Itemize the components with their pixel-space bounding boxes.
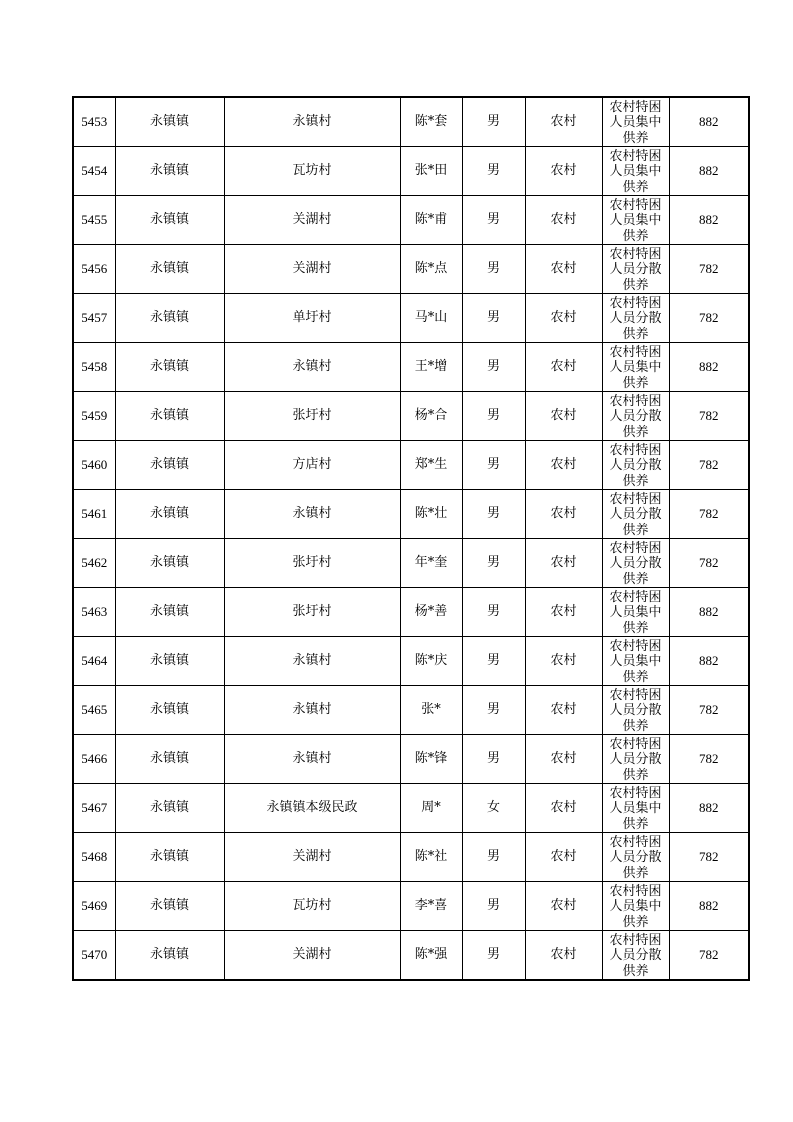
type-cell: [602, 931, 669, 981]
area-cell: 农村: [525, 245, 602, 294]
support-type-line: 供养: [622, 277, 649, 293]
town-cell: 永镇镇: [115, 931, 224, 981]
table-row: [73, 588, 749, 637]
type-cell: [602, 490, 669, 539]
support-type-line: 供养: [622, 718, 649, 734]
village-cell: 方店村: [224, 441, 400, 490]
gender-cell: 男: [462, 931, 525, 981]
support-type-line: 供养: [622, 179, 649, 195]
support-type-line: 供养: [622, 424, 649, 440]
area-cell: 农村: [525, 686, 602, 735]
amount-cell: 882: [669, 882, 749, 931]
amount-cell: 782: [669, 294, 749, 343]
support-type-text: [603, 785, 669, 832]
id-cell: 5454: [73, 147, 115, 196]
town-cell: 永镇镇: [115, 392, 224, 441]
amount-cell: 782: [669, 735, 749, 784]
amount-cell: 782: [669, 931, 749, 981]
support-type-line: 人员分散: [609, 850, 662, 865]
village-cell: 永镇村: [224, 686, 400, 735]
support-type-line: 供养: [622, 620, 649, 636]
name-cell: 王*增: [400, 343, 462, 392]
village-cell: 关湖村: [224, 245, 400, 294]
village-cell: 永镇村: [224, 490, 400, 539]
village-cell: 瓦坊村: [224, 882, 400, 931]
support-type-line: 人员分散: [609, 458, 662, 473]
area-cell: 农村: [525, 441, 602, 490]
amount-cell: 882: [669, 343, 749, 392]
type-cell: [602, 196, 669, 245]
area-cell: 农村: [525, 196, 602, 245]
gender-cell: 男: [462, 588, 525, 637]
support-type-line: 供养: [622, 375, 649, 391]
area-cell: 农村: [525, 588, 602, 637]
support-type-line: 人员集中: [609, 899, 662, 914]
name-cell: 张*田: [400, 147, 462, 196]
support-type-line: 人员分散: [609, 948, 662, 963]
type-cell: [602, 882, 669, 931]
id-cell: 5467: [73, 784, 115, 833]
support-type-line: 农村特困: [609, 246, 662, 262]
town-cell: 永镇镇: [115, 294, 224, 343]
village-cell: 张圩村: [224, 588, 400, 637]
support-type-line: 供养: [622, 130, 649, 146]
gender-cell: 男: [462, 735, 525, 784]
id-cell: 5470: [73, 931, 115, 981]
support-type-line: 人员集中: [609, 654, 662, 669]
table-row: [73, 833, 749, 882]
table-row: [73, 784, 749, 833]
id-cell: 5455: [73, 196, 115, 245]
table-row: [73, 196, 749, 245]
village-cell: 单圩村: [224, 294, 400, 343]
name-cell: 陈*庆: [400, 637, 462, 686]
town-cell: 永镇镇: [115, 490, 224, 539]
village-cell: 永镇镇本级民政: [224, 784, 400, 833]
table-row: [73, 392, 749, 441]
town-cell: 永镇镇: [115, 97, 224, 147]
gender-cell: 女: [462, 784, 525, 833]
support-type-line: 农村特困: [609, 295, 662, 311]
id-cell: 5463: [73, 588, 115, 637]
id-cell: 5461: [73, 490, 115, 539]
type-cell: [602, 833, 669, 882]
table-row: [73, 539, 749, 588]
name-cell: 杨*合: [400, 392, 462, 441]
support-type-text: [603, 393, 669, 440]
town-cell: 永镇镇: [115, 637, 224, 686]
support-type-line: 人员集中: [609, 605, 662, 620]
support-type-line: 人员集中: [609, 801, 662, 816]
town-cell: 永镇镇: [115, 686, 224, 735]
gender-cell: 男: [462, 196, 525, 245]
name-cell: 周*: [400, 784, 462, 833]
type-cell: [602, 686, 669, 735]
id-cell: 5460: [73, 441, 115, 490]
support-type-line: 农村特困: [609, 344, 662, 360]
table-row: [73, 686, 749, 735]
support-type-line: 农村特困: [609, 491, 662, 507]
amount-cell: 782: [669, 833, 749, 882]
type-cell: [602, 343, 669, 392]
name-cell: 陈*套: [400, 97, 462, 147]
area-cell: 农村: [525, 882, 602, 931]
name-cell: 李*喜: [400, 882, 462, 931]
table-row: [73, 97, 749, 147]
id-cell: 5465: [73, 686, 115, 735]
amount-cell: 782: [669, 539, 749, 588]
roster-table: [72, 96, 750, 981]
type-cell: [602, 97, 669, 147]
village-cell: 瓦坊村: [224, 147, 400, 196]
name-cell: 陈*甫: [400, 196, 462, 245]
village-cell: 关湖村: [224, 833, 400, 882]
support-type-line: 供养: [622, 571, 649, 587]
name-cell: 张*: [400, 686, 462, 735]
amount-cell: 782: [669, 245, 749, 294]
gender-cell: 男: [462, 686, 525, 735]
gender-cell: 男: [462, 882, 525, 931]
type-cell: [602, 588, 669, 637]
area-cell: 农村: [525, 931, 602, 981]
support-type-line: 供养: [622, 865, 649, 881]
area-cell: 农村: [525, 97, 602, 147]
type-cell: [602, 735, 669, 784]
id-cell: 5468: [73, 833, 115, 882]
support-type-line: 农村特困: [609, 834, 662, 850]
town-cell: 永镇镇: [115, 441, 224, 490]
support-type-text: [603, 295, 669, 342]
support-type-line: 农村特困: [609, 442, 662, 458]
gender-cell: 男: [462, 539, 525, 588]
table-row: [73, 294, 749, 343]
support-type-text: [603, 246, 669, 293]
name-cell: 陈*壮: [400, 490, 462, 539]
support-type-line: 农村特困: [609, 197, 662, 213]
table-row: [73, 147, 749, 196]
town-cell: 永镇镇: [115, 245, 224, 294]
village-cell: 张圩村: [224, 392, 400, 441]
amount-cell: 882: [669, 97, 749, 147]
table-row: [73, 343, 749, 392]
support-type-text: [603, 442, 669, 489]
gender-cell: 男: [462, 294, 525, 343]
support-type-text: [603, 99, 669, 146]
area-cell: 农村: [525, 539, 602, 588]
town-cell: 永镇镇: [115, 882, 224, 931]
support-type-line: 供养: [622, 326, 649, 342]
support-type-line: 农村特困: [609, 638, 662, 654]
support-type-text: [603, 932, 669, 979]
support-type-line: 农村特困: [609, 148, 662, 164]
area-cell: 农村: [525, 784, 602, 833]
amount-cell: 782: [669, 490, 749, 539]
town-cell: 永镇镇: [115, 735, 224, 784]
table-row: [73, 882, 749, 931]
support-type-text: [603, 687, 669, 734]
type-cell: [602, 294, 669, 343]
town-cell: 永镇镇: [115, 539, 224, 588]
amount-cell: 882: [669, 196, 749, 245]
gender-cell: 男: [462, 245, 525, 294]
id-cell: 5466: [73, 735, 115, 784]
support-type-line: 农村特困: [609, 932, 662, 948]
village-cell: 张圩村: [224, 539, 400, 588]
support-type-line: 供养: [622, 963, 649, 979]
support-type-line: 农村特困: [609, 687, 662, 703]
gender-cell: 男: [462, 490, 525, 539]
gender-cell: 男: [462, 637, 525, 686]
id-cell: 5462: [73, 539, 115, 588]
support-type-text: [603, 736, 669, 783]
amount-cell: 882: [669, 784, 749, 833]
amount-cell: 782: [669, 392, 749, 441]
gender-cell: 男: [462, 441, 525, 490]
village-cell: 关湖村: [224, 196, 400, 245]
support-type-line: 人员分散: [609, 703, 662, 718]
support-type-line: 供养: [622, 522, 649, 538]
village-cell: 永镇村: [224, 735, 400, 784]
support-type-text: [603, 197, 669, 244]
village-cell: 关湖村: [224, 931, 400, 981]
town-cell: 永镇镇: [115, 147, 224, 196]
area-cell: 农村: [525, 147, 602, 196]
area-cell: 农村: [525, 833, 602, 882]
id-cell: 5457: [73, 294, 115, 343]
support-type-line: 农村特困: [609, 99, 662, 115]
name-cell: 陈*强: [400, 931, 462, 981]
table-row: [73, 931, 749, 981]
support-type-line: 供养: [622, 914, 649, 930]
name-cell: 陈*社: [400, 833, 462, 882]
support-type-line: 农村特困: [609, 785, 662, 801]
id-cell: 5453: [73, 97, 115, 147]
amount-cell: 782: [669, 686, 749, 735]
support-type-line: 人员分散: [609, 507, 662, 522]
name-cell: 杨*善: [400, 588, 462, 637]
support-type-line: 供养: [622, 767, 649, 783]
support-type-line: 农村特困: [609, 393, 662, 409]
village-cell: 永镇村: [224, 343, 400, 392]
id-cell: 5458: [73, 343, 115, 392]
type-cell: [602, 784, 669, 833]
support-type-line: 供养: [622, 669, 649, 685]
amount-cell: 782: [669, 441, 749, 490]
type-cell: [602, 147, 669, 196]
table-row: [73, 637, 749, 686]
name-cell: 陈*点: [400, 245, 462, 294]
type-cell: [602, 441, 669, 490]
support-type-line: 农村特困: [609, 736, 662, 752]
support-type-line: 人员分散: [609, 311, 662, 326]
support-type-line: 农村特困: [609, 883, 662, 899]
name-cell: 马*山: [400, 294, 462, 343]
area-cell: 农村: [525, 392, 602, 441]
type-cell: [602, 637, 669, 686]
gender-cell: 男: [462, 392, 525, 441]
name-cell: 郑*生: [400, 441, 462, 490]
area-cell: 农村: [525, 343, 602, 392]
amount-cell: 882: [669, 637, 749, 686]
amount-cell: 882: [669, 588, 749, 637]
name-cell: 年*奎: [400, 539, 462, 588]
area-cell: 农村: [525, 294, 602, 343]
area-cell: 农村: [525, 637, 602, 686]
support-type-line: 人员分散: [609, 262, 662, 277]
gender-cell: 男: [462, 343, 525, 392]
support-type-line: 农村特困: [609, 589, 662, 605]
type-cell: [602, 245, 669, 294]
town-cell: 永镇镇: [115, 833, 224, 882]
support-type-text: [603, 638, 669, 685]
gender-cell: 男: [462, 833, 525, 882]
support-type-line: 人员分散: [609, 752, 662, 767]
support-type-line: 人员集中: [609, 164, 662, 179]
town-cell: 永镇镇: [115, 588, 224, 637]
support-type-line: 人员分散: [609, 556, 662, 571]
village-cell: 永镇村: [224, 637, 400, 686]
table-row: [73, 735, 749, 784]
town-cell: 永镇镇: [115, 196, 224, 245]
id-cell: 5459: [73, 392, 115, 441]
support-type-line: 人员集中: [609, 115, 662, 130]
roster-body: [73, 97, 749, 980]
support-type-text: [603, 540, 669, 587]
gender-cell: 男: [462, 97, 525, 147]
support-type-text: [603, 834, 669, 881]
support-type-line: 人员集中: [609, 360, 662, 375]
support-type-text: [603, 589, 669, 636]
area-cell: 农村: [525, 490, 602, 539]
town-cell: 永镇镇: [115, 784, 224, 833]
support-type-line: 人员集中: [609, 213, 662, 228]
name-cell: 陈*锋: [400, 735, 462, 784]
id-cell: 5469: [73, 882, 115, 931]
town-cell: 永镇镇: [115, 343, 224, 392]
table-row: [73, 490, 749, 539]
id-cell: 5464: [73, 637, 115, 686]
type-cell: [602, 392, 669, 441]
gender-cell: 男: [462, 147, 525, 196]
table-row: [73, 441, 749, 490]
area-cell: 农村: [525, 735, 602, 784]
support-type-line: 人员分散: [609, 409, 662, 424]
support-type-text: [603, 344, 669, 391]
support-type-text: [603, 148, 669, 195]
type-cell: [602, 539, 669, 588]
support-type-line: 供养: [622, 816, 649, 832]
support-type-line: 供养: [622, 228, 649, 244]
id-cell: 5456: [73, 245, 115, 294]
amount-cell: 882: [669, 147, 749, 196]
support-type-text: [603, 491, 669, 538]
table-row: [73, 245, 749, 294]
support-type-line: 供养: [622, 473, 649, 489]
village-cell: 永镇村: [224, 97, 400, 147]
support-type-text: [603, 883, 669, 930]
support-type-line: 农村特困: [609, 540, 662, 556]
